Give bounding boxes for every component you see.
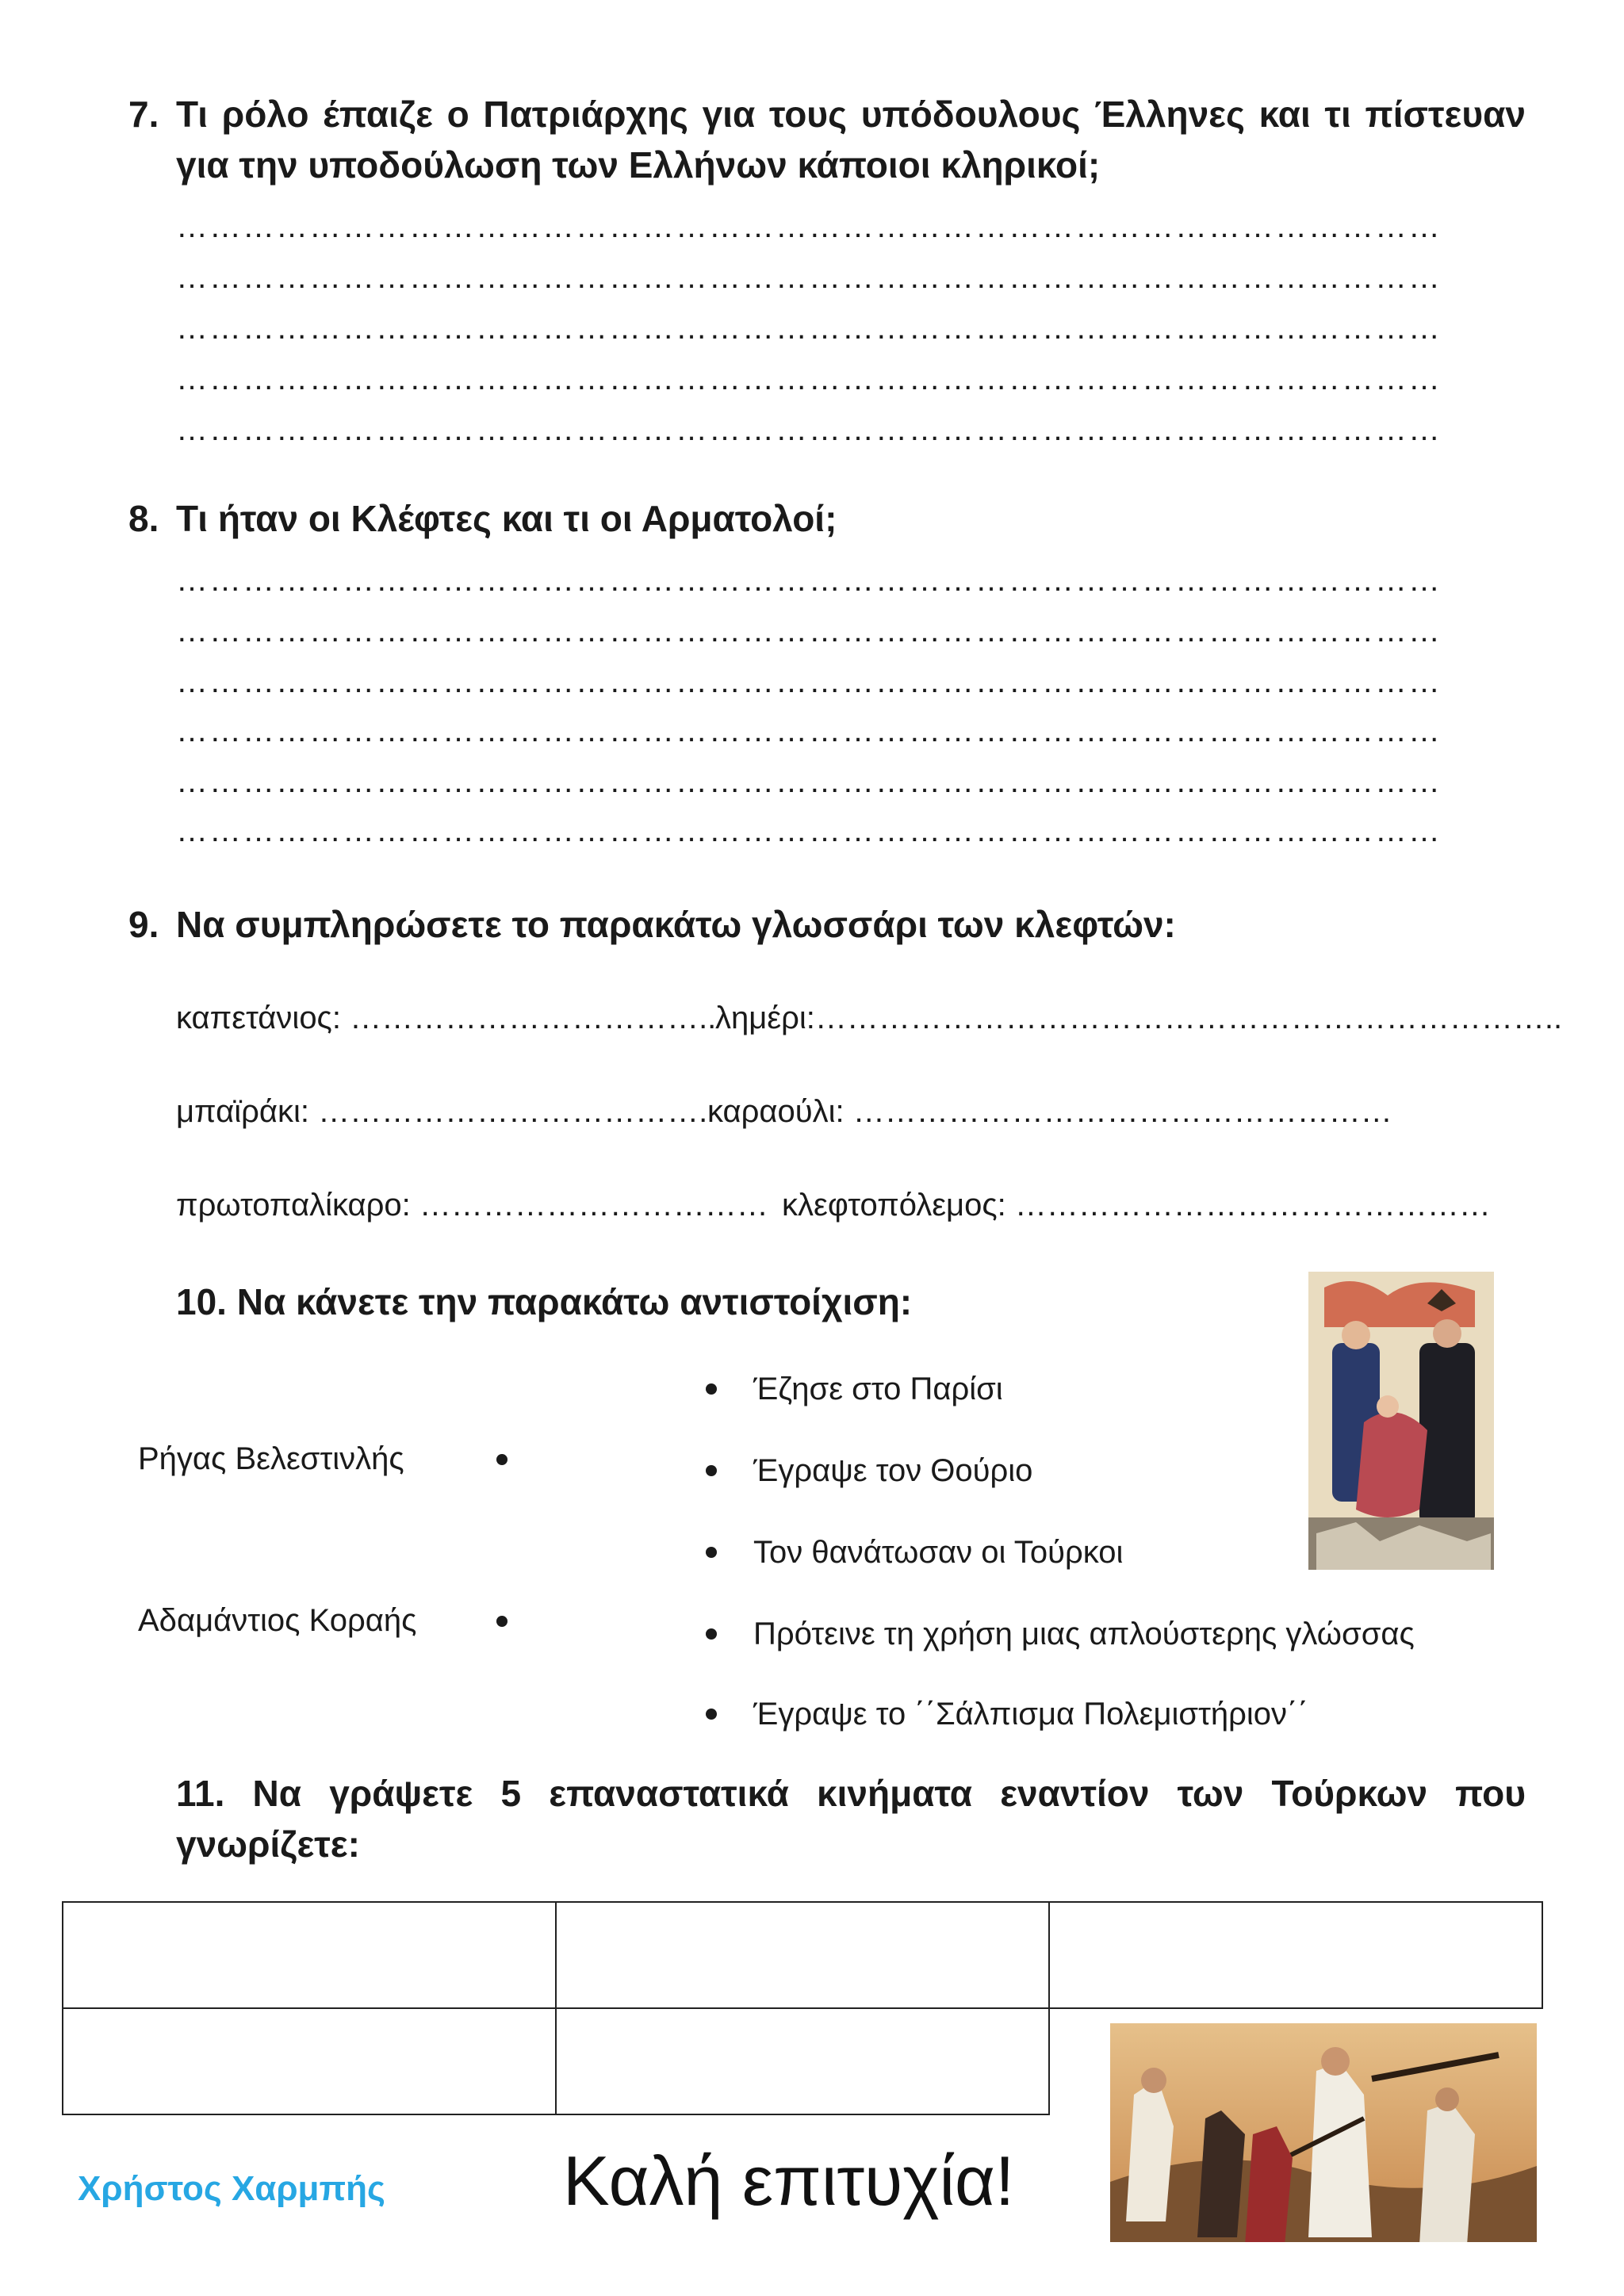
question-7 (128, 89, 1526, 190)
match-right-item: Έγραψε το ΄΄Σάλπισμα Πολεμιστήριον΄΄ (753, 1697, 1308, 1732)
question-text: Τι ρόλο έπαιζε ο Πατριάρχης για τους υπόδουλους Έλληνες και τι πίστευαν για την υποδούλωση των Ελλήνων κάποιοι κληρικοί; (176, 94, 1526, 186)
glossary-mpairaki[interactable]: μπαϊράκι: ………………………………. (176, 1094, 708, 1129)
match-dot-right[interactable] (706, 1547, 717, 1558)
answer-line[interactable]: …………………………………………………………………………………………………… (176, 563, 1442, 598)
match-dot-left[interactable] (496, 1454, 508, 1465)
glossary-kleftopolemos[interactable]: κλεφτοπόλεμος: ……………………………………… (782, 1188, 1491, 1223)
table-cell[interactable] (63, 2008, 556, 2114)
match-dot-right[interactable] (706, 1383, 717, 1395)
question-text: Να συμπληρώσετε το παρακάτω γλωσσάρι των κλεφτών: (176, 904, 1176, 945)
match-dot-right[interactable] (706, 1465, 717, 1476)
question-number: 7. (128, 94, 159, 135)
battle-painting-image (1110, 2023, 1537, 2242)
answer-line[interactable]: …………………………………………………………………………………………………… (176, 664, 1442, 699)
match-dot-left[interactable] (496, 1616, 508, 1627)
glossary-limeri[interactable]: λημέρι:…………………………………………………………….. (715, 1001, 1563, 1035)
question-11 (176, 1768, 1526, 1869)
answer-line[interactable]: …………………………………………………………………………………………………… (176, 362, 1442, 396)
table-cell[interactable] (63, 1902, 556, 2008)
table-cell[interactable] (556, 2008, 1049, 2114)
question-8 (128, 493, 1526, 544)
answer-line[interactable]: …………………………………………………………………………………………………… (176, 764, 1442, 799)
question-10 (176, 1276, 1286, 1327)
glossary-protopalikaro[interactable]: πρωτοπαλίκαρο: …………………………… (176, 1188, 768, 1223)
question-number: 8. (128, 498, 159, 539)
question-number: 9. (128, 904, 159, 945)
author-name: Χρήστος Χαρμπής (78, 2169, 385, 2208)
match-left-rigas: Ρήγας Βελεστινλής (138, 1441, 404, 1476)
question-text: Τι ήταν οι Κλέφτες και τι οι Αρματολοί; (176, 498, 837, 539)
answer-line[interactable]: …………………………………………………………………………………………………… (176, 412, 1442, 447)
table-cell[interactable] (556, 1902, 1049, 2008)
table-cell[interactable] (1049, 1902, 1542, 2008)
glossary-karaouli[interactable]: καραούλι: …………………………………………… (707, 1094, 1392, 1129)
match-dot-right[interactable] (706, 1709, 717, 1720)
answer-line[interactable]: …………………………………………………………………………………………………… (176, 714, 1442, 748)
match-right-item: Τον θανάτωσαν οι Τούρκοι (753, 1535, 1124, 1570)
match-right-item: Έζησε στο Παρίσι (753, 1372, 1003, 1406)
answer-line[interactable]: …………………………………………………………………………………………………… (176, 209, 1442, 244)
match-right-item: Έγραψε τον Θούριο (753, 1453, 1033, 1488)
answer-line[interactable]: …………………………………………………………………………………………………… (176, 311, 1442, 346)
question-9 (128, 899, 1526, 950)
answer-line[interactable]: …………………………………………………………………………………………………… (176, 614, 1442, 649)
match-left-korais: Αδαμάντιος Κοραής (138, 1603, 417, 1638)
question-text: 10. Να κάνετε την παρακάτω αντιστοίχιση: (176, 1281, 913, 1322)
good-luck-message: Καλή επιτυχία! (563, 2141, 1015, 2220)
answer-line[interactable]: …………………………………………………………………………………………………… (176, 260, 1442, 295)
table-row (63, 1902, 1542, 2008)
glossary-kapetanios[interactable]: καπετάνιος: …………………………….. (176, 1001, 717, 1035)
answer-line[interactable]: …………………………………………………………………………………………………… (176, 813, 1442, 848)
match-dot-right[interactable] (706, 1628, 717, 1640)
rigas-painting-image (1308, 1272, 1494, 1570)
match-right-item: Πρότεινε τη χρήση μιας απλούστερης γλώσσας (753, 1617, 1415, 1651)
question-text: 11. Να γράψετε 5 επαναστατικά κινήματα εναντίον των Τούρκων που γνωρίζετε: (176, 1773, 1526, 1865)
